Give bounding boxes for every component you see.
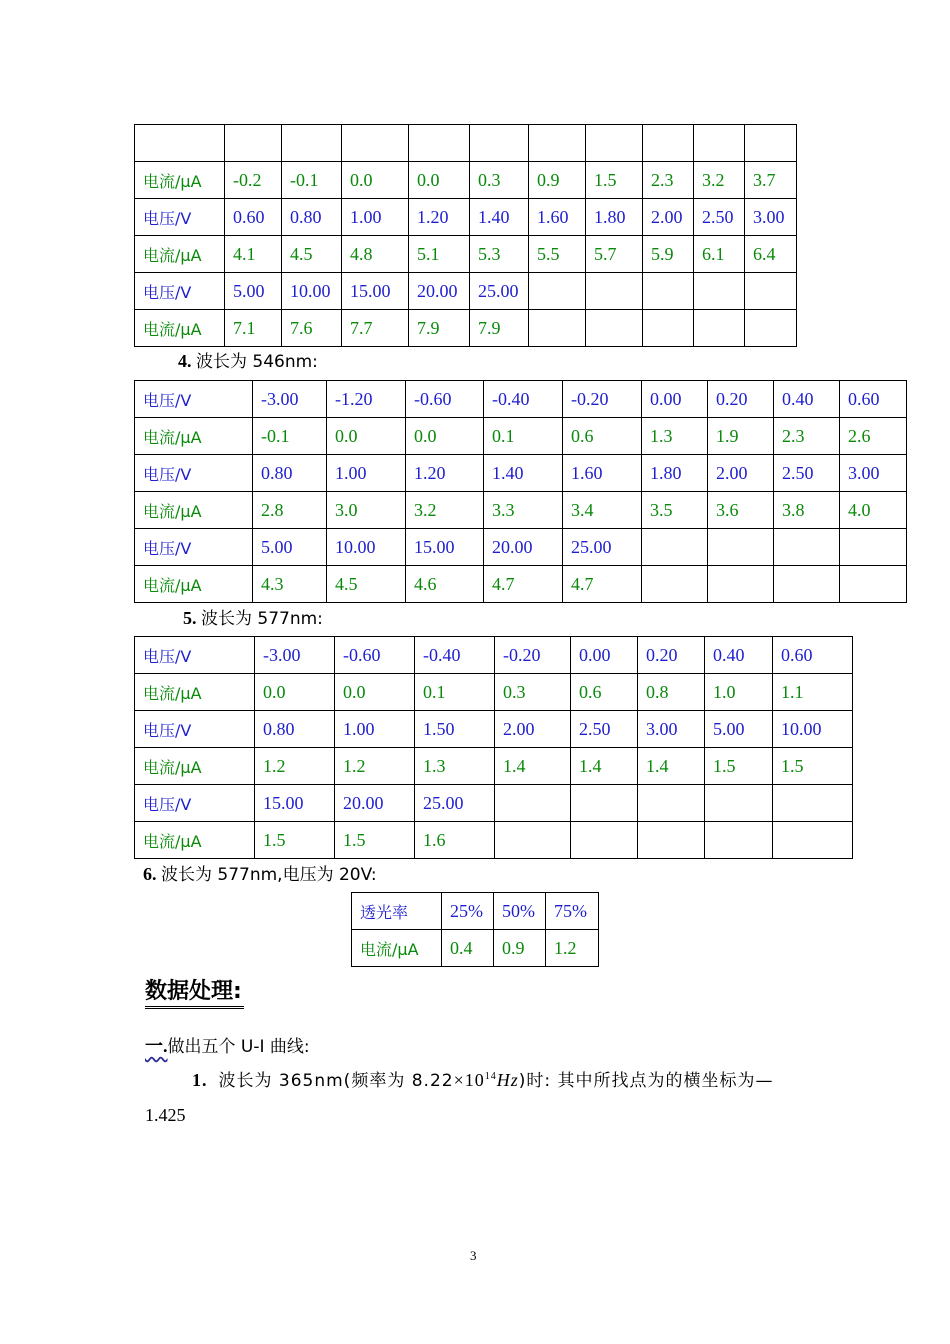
value-cell: 5.00	[225, 273, 282, 310]
value-cell: 7.7	[342, 310, 409, 347]
value-cell	[773, 822, 853, 859]
row-label-cell: 电流/μA	[135, 236, 225, 273]
value-cell: 3.00	[638, 711, 705, 748]
value-cell: 0.80	[253, 455, 327, 492]
value-cell: -0.1	[282, 162, 342, 199]
data-table-577nm	[134, 636, 853, 859]
row-label-cell: 电压/V	[135, 637, 255, 674]
value-cell	[282, 125, 342, 162]
value-cell: 4.7	[563, 566, 642, 603]
value-cell: 0.00	[571, 637, 638, 674]
value-cell: -1.20	[327, 381, 406, 418]
value-cell: 1.3	[415, 748, 495, 785]
value-cell: 0.3	[495, 674, 571, 711]
value-cell: 5.7	[586, 236, 643, 273]
value-cell: 3.0	[327, 492, 406, 529]
value-cell	[495, 785, 571, 822]
value-cell: 5.1	[409, 236, 470, 273]
value-cell: 1.00	[327, 455, 406, 492]
value-cell	[571, 785, 638, 822]
value-cell: -0.60	[406, 381, 484, 418]
section-title-data-processing: 数据处理:	[145, 978, 244, 1009]
value-cell	[643, 273, 694, 310]
value-cell: 2.00	[643, 199, 694, 236]
table-row	[135, 199, 797, 236]
value-cell: 1.60	[563, 455, 642, 492]
row-label-cell: 电流/μA	[135, 674, 255, 711]
value-cell: 3.3	[484, 492, 563, 529]
value-cell: 2.00	[495, 711, 571, 748]
row-label-cell: 电压/V	[135, 199, 225, 236]
value-cell: 25.00	[415, 785, 495, 822]
value-cell: 1.40	[470, 199, 529, 236]
value-cell	[529, 310, 586, 347]
value-cell: -3.00	[255, 637, 335, 674]
value-cell: 6.1	[694, 236, 745, 273]
value-cell: 1.4	[495, 748, 571, 785]
value-cell: 0.1	[415, 674, 495, 711]
value-cell: 7.6	[282, 310, 342, 347]
value-cell: -0.60	[335, 637, 415, 674]
value-cell: 1.00	[335, 711, 415, 748]
value-cell: 1.2	[255, 748, 335, 785]
value-cell: 1.5	[773, 748, 853, 785]
value-cell	[643, 310, 694, 347]
value-cell: 0.4	[442, 930, 494, 967]
value-cell: 4.8	[342, 236, 409, 273]
table-row	[135, 637, 853, 674]
item-text: 做出五个 U-I 曲线:	[167, 1037, 310, 1057]
value-cell: 20.00	[484, 529, 563, 566]
value-cell	[708, 529, 774, 566]
value-cell: 0.8	[638, 674, 705, 711]
data-table-transmittance	[351, 892, 599, 967]
value-cell: 0.0	[342, 162, 409, 199]
value-cell	[694, 310, 745, 347]
value-cell: 0.3	[470, 162, 529, 199]
value-cell: 3.2	[406, 492, 484, 529]
value-cell: 4.1	[225, 236, 282, 273]
value-cell: 10.00	[282, 273, 342, 310]
value-cell: -0.40	[484, 381, 563, 418]
row-label-cell: 电流/μA	[135, 822, 255, 859]
value-cell: 1.4	[638, 748, 705, 785]
value-cell: 4.5	[282, 236, 342, 273]
value-cell	[705, 822, 773, 859]
value-cell: 20.00	[335, 785, 415, 822]
value-cell: 1.9	[708, 418, 774, 455]
value-cell	[705, 785, 773, 822]
value-cell: 1.1	[773, 674, 853, 711]
heading-577nm: 5. 波长为 577nm:	[183, 608, 323, 629]
value-cell: 2.8	[253, 492, 327, 529]
row-label-cell: 电流/μA	[135, 566, 253, 603]
row-label-cell: 电流/μA	[135, 310, 225, 347]
table-row	[135, 529, 907, 566]
value-cell: 15.00	[255, 785, 335, 822]
value-cell: -0.40	[415, 637, 495, 674]
heading-577nm-20v: 6. 波长为 577nm,电压为 20V:	[143, 864, 377, 885]
table-row	[352, 893, 599, 930]
value-cell: 7.9	[470, 310, 529, 347]
value-cell: 4.3	[253, 566, 327, 603]
value-cell	[529, 273, 586, 310]
value-cell	[586, 310, 643, 347]
table-row	[135, 492, 907, 529]
value-cell	[529, 125, 586, 162]
value-cell: 10.00	[327, 529, 406, 566]
value-cell: 1.80	[586, 199, 643, 236]
value-cell: 20.00	[409, 273, 470, 310]
row-label-cell	[135, 125, 225, 162]
value-cell: 2.3	[774, 418, 840, 455]
table-row	[135, 162, 797, 199]
value-cell: 1.20	[406, 455, 484, 492]
value-cell: 5.00	[253, 529, 327, 566]
value-cell: 1.40	[484, 455, 563, 492]
table-2-body	[135, 381, 907, 603]
value-cell	[694, 125, 745, 162]
value-cell: 2.50	[774, 455, 840, 492]
table-row	[135, 418, 907, 455]
row-label-cell: 电压/V	[135, 381, 253, 418]
value-cell: 0.1	[484, 418, 563, 455]
value-cell: 0.60	[840, 381, 907, 418]
row-label-cell: 透光率	[352, 893, 442, 930]
value-cell: 0.6	[563, 418, 642, 455]
table-row	[135, 674, 853, 711]
value-cell: 3.6	[708, 492, 774, 529]
value-cell	[586, 125, 643, 162]
value-cell	[694, 273, 745, 310]
value-cell	[642, 529, 708, 566]
value-cell: 0.80	[255, 711, 335, 748]
value-cell: 3.00	[840, 455, 907, 492]
value-cell: 0.20	[638, 637, 705, 674]
table-row	[135, 822, 853, 859]
value-cell: 3.5	[642, 492, 708, 529]
value-cell: 0.20	[708, 381, 774, 418]
value-cell: 2.6	[840, 418, 907, 455]
table-1-body	[135, 125, 797, 347]
value-cell: 0.0	[409, 162, 470, 199]
value-cell: 0.40	[774, 381, 840, 418]
value-cell: 5.00	[705, 711, 773, 748]
value-cell	[409, 125, 470, 162]
data-table-1	[134, 124, 797, 347]
value-cell: 1.2	[335, 748, 415, 785]
value-cell	[586, 273, 643, 310]
value-cell: 75%	[546, 893, 599, 930]
value-cell: 1.4	[571, 748, 638, 785]
value-cell: 25%	[442, 893, 494, 930]
heading-546nm: 4. 波长为 546nm:	[178, 351, 318, 372]
value-cell	[840, 566, 907, 603]
value-cell: 4.0	[840, 492, 907, 529]
value-cell: 1.2	[546, 930, 599, 967]
value-cell: 4.6	[406, 566, 484, 603]
value-cell: 2.00	[708, 455, 774, 492]
value-cell: -3.00	[253, 381, 327, 418]
value-cell: 1.5	[705, 748, 773, 785]
value-cell: 1.3	[642, 418, 708, 455]
value-cell: 1.5	[335, 822, 415, 859]
value-cell: -0.20	[563, 381, 642, 418]
table-row	[135, 310, 797, 347]
table-row	[135, 273, 797, 310]
value-cell: 0.40	[705, 637, 773, 674]
value-cell: 3.8	[774, 492, 840, 529]
value-cell: 3.7	[745, 162, 797, 199]
row-label-cell: 电压/V	[135, 455, 253, 492]
table-row	[135, 455, 907, 492]
value-cell: 0.0	[406, 418, 484, 455]
value-cell: 7.9	[409, 310, 470, 347]
table-3-body	[135, 637, 853, 859]
value-cell: 1.0	[705, 674, 773, 711]
row-label-cell: 电流/μA	[135, 748, 255, 785]
row-label-cell: 电压/V	[135, 273, 225, 310]
value-cell	[840, 529, 907, 566]
value-cell: 5.9	[643, 236, 694, 273]
value-cell: 1.60	[529, 199, 586, 236]
value-cell: 0.60	[225, 199, 282, 236]
item-heading-ui-curves	[145, 1032, 310, 1058]
value-cell	[745, 125, 797, 162]
value-cell	[638, 822, 705, 859]
row-label-cell: 电流/μA	[352, 930, 442, 967]
value-cell: 7.1	[225, 310, 282, 347]
table-4-body	[352, 893, 599, 967]
item-label: 一.	[145, 1036, 168, 1056]
value-cell: 1.00	[342, 199, 409, 236]
value-cell: 1.20	[409, 199, 470, 236]
value-cell: 1.5	[586, 162, 643, 199]
row-label-cell: 电流/μA	[135, 492, 253, 529]
value-cell: 2.50	[571, 711, 638, 748]
value-cell: 2.50	[694, 199, 745, 236]
value-cell	[745, 273, 797, 310]
table-row	[135, 381, 907, 418]
value-cell: 4.5	[327, 566, 406, 603]
value-cell: 1.5	[255, 822, 335, 859]
table-row	[135, 748, 853, 785]
value-cell	[470, 125, 529, 162]
table-row	[135, 566, 907, 603]
value-cell	[495, 822, 571, 859]
value-cell	[638, 785, 705, 822]
value-cell: 25.00	[563, 529, 642, 566]
value-cell	[773, 785, 853, 822]
value-cell	[643, 125, 694, 162]
value-cell: 5.5	[529, 236, 586, 273]
value-cell: 2.3	[643, 162, 694, 199]
value-cell: 0.0	[255, 674, 335, 711]
table-row	[135, 711, 853, 748]
value-cell: 4.7	[484, 566, 563, 603]
value-cell: 0.9	[494, 930, 546, 967]
value-cell: 50%	[494, 893, 546, 930]
value-cell: 0.9	[529, 162, 586, 199]
table-row	[135, 785, 853, 822]
table-row	[352, 930, 599, 967]
table-row	[135, 236, 797, 273]
value-cell: -0.20	[495, 637, 571, 674]
value-cell: -0.2	[225, 162, 282, 199]
value-cell	[708, 566, 774, 603]
value-cell: 1.50	[415, 711, 495, 748]
table-row	[135, 125, 797, 162]
value-cell: 0.6	[571, 674, 638, 711]
value-cell: 1.6	[415, 822, 495, 859]
value-cell	[225, 125, 282, 162]
value-cell: 25.00	[470, 273, 529, 310]
value-cell: -0.1	[253, 418, 327, 455]
value-cell: 5.3	[470, 236, 529, 273]
value-cell	[342, 125, 409, 162]
row-label-cell: 电压/V	[135, 785, 255, 822]
value-cell: 3.00	[745, 199, 797, 236]
paragraph-365nm-line2: 1.425	[145, 1105, 186, 1125]
value-cell: 15.00	[406, 529, 484, 566]
row-label-cell: 电流/μA	[135, 162, 225, 199]
row-label-cell: 电流/μA	[135, 418, 253, 455]
value-cell: 0.0	[335, 674, 415, 711]
value-cell: 6.4	[745, 236, 797, 273]
value-cell	[745, 310, 797, 347]
page-number: 3	[470, 1248, 477, 1263]
value-cell	[774, 529, 840, 566]
value-cell: 3.2	[694, 162, 745, 199]
value-cell: 0.00	[642, 381, 708, 418]
value-cell: 15.00	[342, 273, 409, 310]
value-cell: 3.4	[563, 492, 642, 529]
value-cell: 1.80	[642, 455, 708, 492]
data-table-546nm	[134, 380, 907, 603]
value-cell: 0.0	[327, 418, 406, 455]
value-cell	[774, 566, 840, 603]
paragraph-365nm: 1. 波长为 365nm(频率为 $8.22\times 10^{14}Hz$)时: 其中所找点为的横坐标为—	[192, 1070, 774, 1091]
value-cell	[571, 822, 638, 859]
value-cell	[642, 566, 708, 603]
value-cell: 0.60	[773, 637, 853, 674]
value-cell: 10.00	[773, 711, 853, 748]
row-label-cell: 电压/V	[135, 529, 253, 566]
value-cell: 0.80	[282, 199, 342, 236]
row-label-cell: 电压/V	[135, 711, 255, 748]
